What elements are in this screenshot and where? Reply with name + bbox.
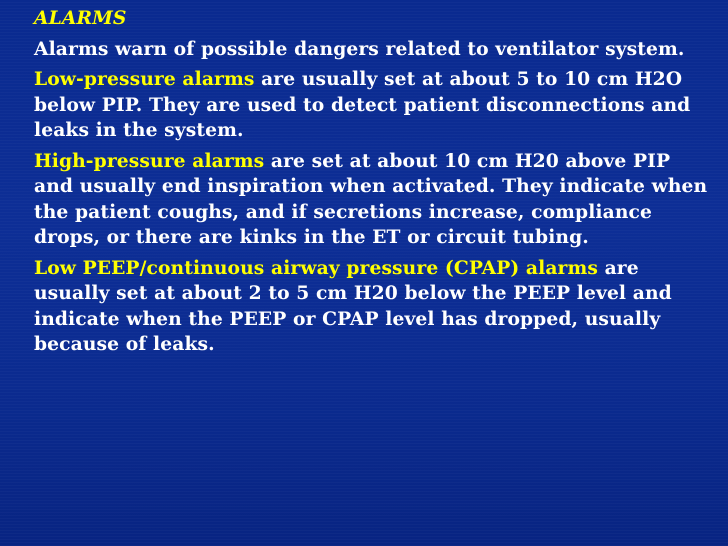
high-pressure-line1: are set at about 10 cm H20 above PIP: [270, 149, 671, 172]
low-pressure-first-line: [34, 67, 714, 93]
low-peep-term: Low PEEP/continuous airway pressure (CPAP) alarms: [34, 256, 598, 279]
high-pressure-text: and usually end inspiration when activated. They indicate when the patient coughs, and if secretions increase, compliance drops, or there are kinks in the ET or circuit tubing.: [34, 175, 708, 248]
low-pressure-text: below PIP. They are used to detect patient disconnections and leaks in the system.: [34, 93, 691, 141]
high-pressure-paragraph: [34, 149, 714, 251]
low-pressure-term: Low-pressure alarms: [34, 68, 255, 90]
intro-paragraph: Alarms warn of possible dangers related to ventilator system.: [34, 37, 685, 60]
high-pressure-term: High-pressure alarms: [34, 149, 265, 172]
low-peep-text: usually set at about 2 to 5 cm H20 below the PEEP level and indicate when the PEEP or CPAP level has dropped, usually because of leaks.: [34, 282, 672, 355]
low-peep-paragraph: [34, 256, 714, 358]
low-pressure-line1: are usually set at about 5 to 10 cm H2O: [261, 68, 683, 90]
slide-title: ALARMS: [34, 7, 127, 29]
slide-content: [34, 6, 714, 363]
low-peep-line1: are: [604, 256, 639, 279]
high-pressure-first-line: [34, 149, 714, 175]
low-pressure-paragraph: [34, 67, 714, 144]
low-peep-first-line: [34, 256, 714, 282]
